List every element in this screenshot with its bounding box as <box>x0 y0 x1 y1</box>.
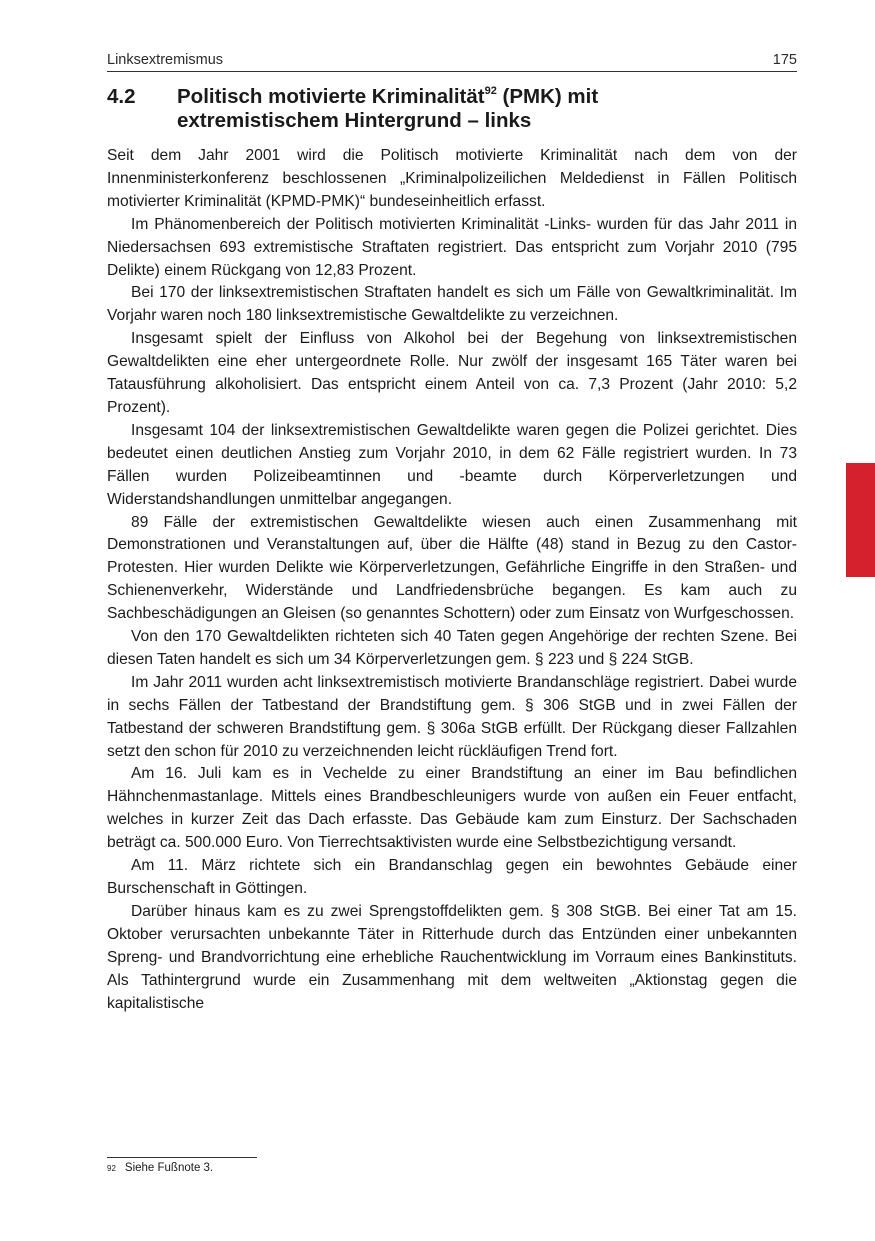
chapter-tab-marker <box>846 463 875 577</box>
footnote-text: Siehe Fußnote 3. <box>124 1162 214 1174</box>
paragraph: 89 Fälle der extremistischen Gewaltdelikte wiesen auch einen Zusammenhang mit Demonstrationen und Veranstaltungen auf, über die Hälfte (48) stand in Bezug zu den Castor-Protesten. Hier wurden Delikte wie Körperverletzungen, Gefährliche Eingriffe in den Straßen- und Schienenverkehr, Widerstände und Landfriedensbrüche begangen. Es kam auch zu Sachbeschädigungen an Gleisen (so genanntes Schottern) oder zum Einsatz von Wurfgeschossen. <box>107 513 797 623</box>
paragraph: Insgesamt 104 der linksextremistischen Gewaltdelikte waren gegen die Polizei gerichtet. Dies bedeutet einen deutlichen Anstieg zum Vorjahr 2010, in dem 62 Fälle registriert wurden. In 73 Fällen wurden Polizeibeamtinnen und -beamte durch Körperverletzungen und Widerstandshandlungen unmittelbar angegangen. <box>107 421 797 508</box>
section-heading <box>107 85 797 133</box>
paragraph: Seit dem Jahr 2001 wird die Politisch motivierte Kriminalität nach dem von der Innenministerkonferenz beschlossenen „Kriminalpolizeilichen Meldedienst in Fällen Politisch motivierter Kriminalität (KPMD-PMK)“ bundeseinheitlich erfasst. <box>107 147 797 210</box>
footnote-reference[interactable]: 92 <box>484 85 497 97</box>
section-title-part: Politisch motivierte Kriminalität <box>177 85 485 108</box>
running-head <box>107 52 797 72</box>
body-text <box>107 145 797 1015</box>
running-head-title: Linksextremismus <box>107 52 224 68</box>
paragraph: Im Phänomenbereich der Politisch motivierten Kriminalität -Links- wurden für das Jahr 2011 in Niedersachsen 693 extremistische Straftaten registriert. Das entspricht zum Vorjahr 2010 (795 Delikte) einem Rückgang von 12,83 Prozent. <box>107 215 797 279</box>
paragraph: Bei 170 der linksextremistischen Straftaten handelt es sich um Fälle von Gewaltkriminalität. Im Vorjahr waren noch 180 linksextremistische Gewaltdelikte zu verzeichnen. <box>107 284 797 325</box>
page-number: 175 <box>772 52 797 68</box>
section-number: 4.2 <box>107 85 136 108</box>
paragraph: Im Jahr 2011 wurden acht linksextremistisch motivierte Brandanschläge registriert. Dabei wurde in sechs Fällen der Tatbestand der Brandstiftung gem. § 306 StGB und in zwei Fällen der Tatbestand der schweren Brandstiftung gem. § 306a StGB erfüllt. Der Rückgang dieser Fallzahlen setzt den schon für 2010 zu verzeichnenden leicht rückläufigen Trend fort. <box>107 673 797 760</box>
paragraph: Am 11. März richtete sich ein Brandanschlag gegen ein bewohntes Gebäude einer Burschenschaft in Göttingen. <box>107 857 797 897</box>
paragraph: Darüber hinaus kam es zu zwei Sprengstoffdelikten gem. § 308 StGB. Bei einer Tat am 15. Oktober verursachten unbekannte Täter in Ritterhude durch das Entzünden einer unbekannten Spreng- und Brandvorrichtung eine erhebliche Rauchentwicklung im Vorraum eines Bankinstituts. Als Tathintergrund wurde ein Zusammenhang mit dem weltweiten „Aktionstag gegen die kapitalistische <box>107 902 797 1012</box>
footnote <box>107 1162 213 1174</box>
paragraph: Von den 170 Gewaltdelikten richteten sich 40 Taten gegen Angehörige der rechten Szene. Bei diesen Taten handelt es sich um 34 Körperverletzungen gem. § 223 und § 224 StGB. <box>107 628 797 668</box>
section-title <box>177 85 598 133</box>
footnote-rule <box>107 1157 257 1158</box>
page-content <box>107 52 797 1015</box>
footnote-mark: 92 <box>107 1164 116 1173</box>
paragraph: Am 16. Juli kam es in Vechelde zu einer Brandstiftung an einer im Bau befindlichen Hähnchenmastanlage. Mittels eines Brandbeschleunigers wurde von außen ein Feuer entfacht, welches in kurzer Zeit das Dach erfasste. Das Gebäude kam zum Einsturz. Der Sachschaden beträgt ca. 500.000 Euro. Von Tierrechtsaktivisten wurde eine Selbstbezichtigung versandt. <box>107 765 797 852</box>
paragraph: Insgesamt spielt der Einfluss von Alkohol bei der Begehung von linksextremistischen Gewaltdelikten eine eher untergeordnete Rolle. Nur zwölf der insgesamt 165 Täter waren bei Tatausführung alkoholisiert. Das entspricht einem Anteil von ca. 7,3 Prozent (Jahr 2010: 5,2 Prozent). <box>107 330 797 416</box>
section-title-line2: extremistischem Hintergrund – links <box>177 109 532 132</box>
section-title-part: (PMK) mit <box>496 85 599 108</box>
